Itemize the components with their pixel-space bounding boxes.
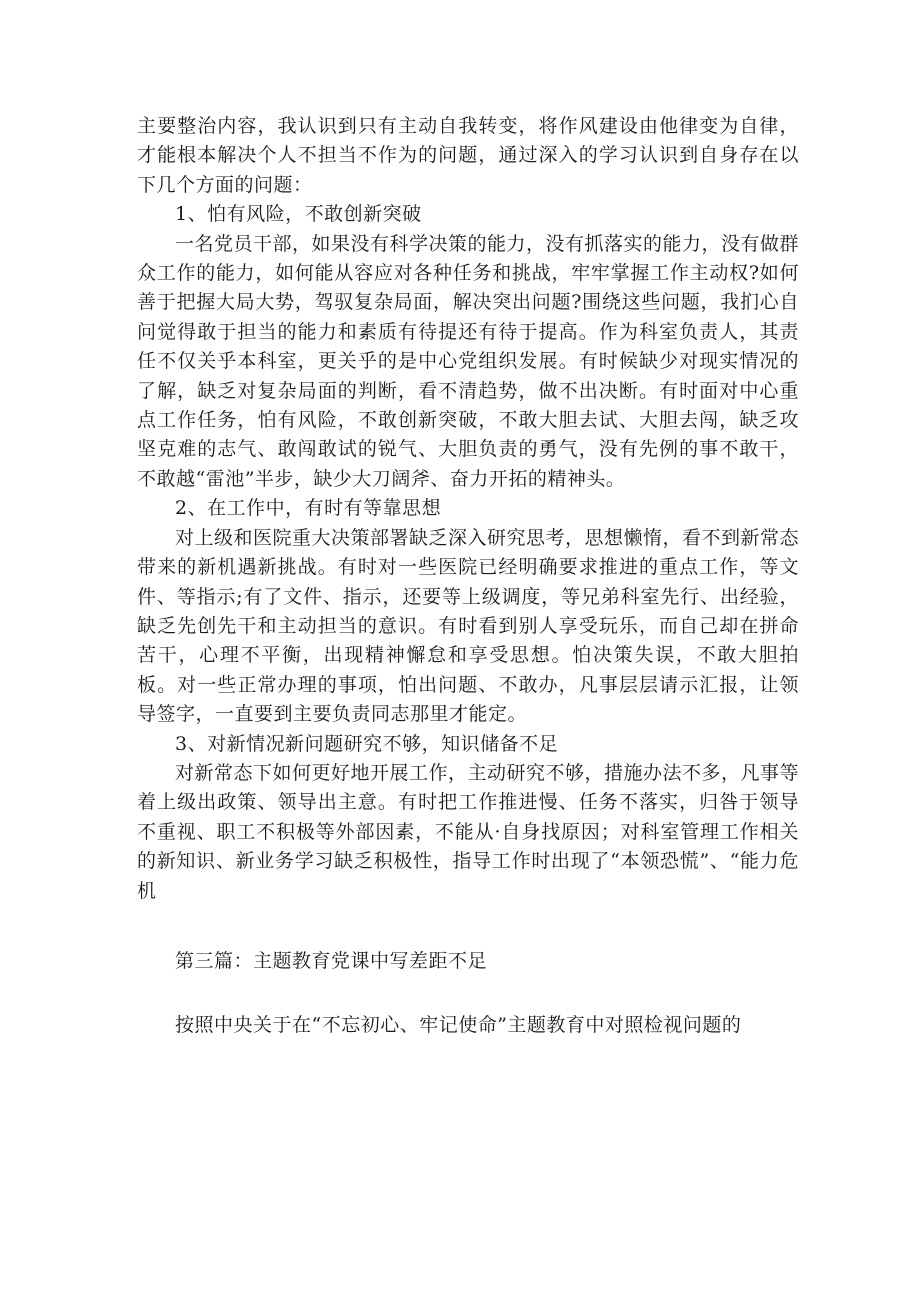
heading-2: 2、在工作中，有时有等靠思想 <box>175 497 442 520</box>
section-intro-paragraph: 按照中央关于在“不忘初心、牢记使命”主题教育中对照检视问题的 <box>175 1014 742 1037</box>
paragraph-1: 一名党员干部，如果没有科学决策的能力，没有抓落实的能力，没有做群众工作的能力，如何能从容应对各种任务和挑战，牢牢掌握工作主动权?如何善于把握大局大势，驾驭复杂局面，解决突出问题?围绕这些问题，我扪心自问觉得敢于担当的能力和素质有待提还有待于提高。作为科室负责人，其责任不仅关乎本科室，更关乎的是中心党组织发展。有时候缺少对现实情况的了解，缺乏对复杂局面的判断，看不清趋势，做不出决断。有时面对中心重点工作任务，怕有风险，不敢创新突破，不敢大胆去试、大胆去闯，缺乏攻坚克难的志气、敢闯敢试的锐气、大胆负责的勇气，没有先例的事不敢干，不敢越“雷池”半步，缺少大刀阔斧、奋力开拓的精神头。 <box>137 232 800 490</box>
heading-1: 1、怕有风险，不敢创新突破 <box>175 203 422 226</box>
paragraph-3: 对新常态下如何更好地开展工作，主动研究不够，措施办法不多，凡事等着上级出政策、领导出主意。有时把工作推进慢、任务不落实，归咎于领导不重视、职工不积极等外部因素，不能从·自身找原因；对科室管理工作相关的新知识、新业务学习缺乏积极性，指导工作时出现了“本领恐慌”、“能力危机 <box>137 761 800 902</box>
heading-3: 3、对新情况新问题研究不够，知识储备不足 <box>175 732 559 755</box>
paragraph-2: 对上级和医院重大决策部署缺乏深入研究思考，思想懒惰，看不到新常态带来的新机遇新挑战。有时对一些医院已经明确要求推进的重点工作，等文件、等指示;有了文件、指示，还要等上级调度，等兄弟科室先行、出经验，缺乏先创先干和主动担当的意识。有时看到别人享受玩乐，而自己却在拼命苦干，心理不平衡，出现精神懈怠和享受思想。怕决策失误，不敢大胆拍板。对一些正常办理的事项，怕出问题、不敢办，凡事层层请示汇报，让领导签字，一直要到主要负责同志那里才能定。 <box>137 526 800 726</box>
intro-paragraph: 主要整治内容，我认识到只有主动自我转变，将作风建设由他律变为自律，才能根本解决个人不担当不作为的问题，通过深入的学习认识到自身存在以下几个方面的问题： <box>137 115 799 196</box>
document-page <box>137 112 799 1041</box>
section-title: 第三篇：主题教育党课中写差距不足 <box>175 949 488 972</box>
